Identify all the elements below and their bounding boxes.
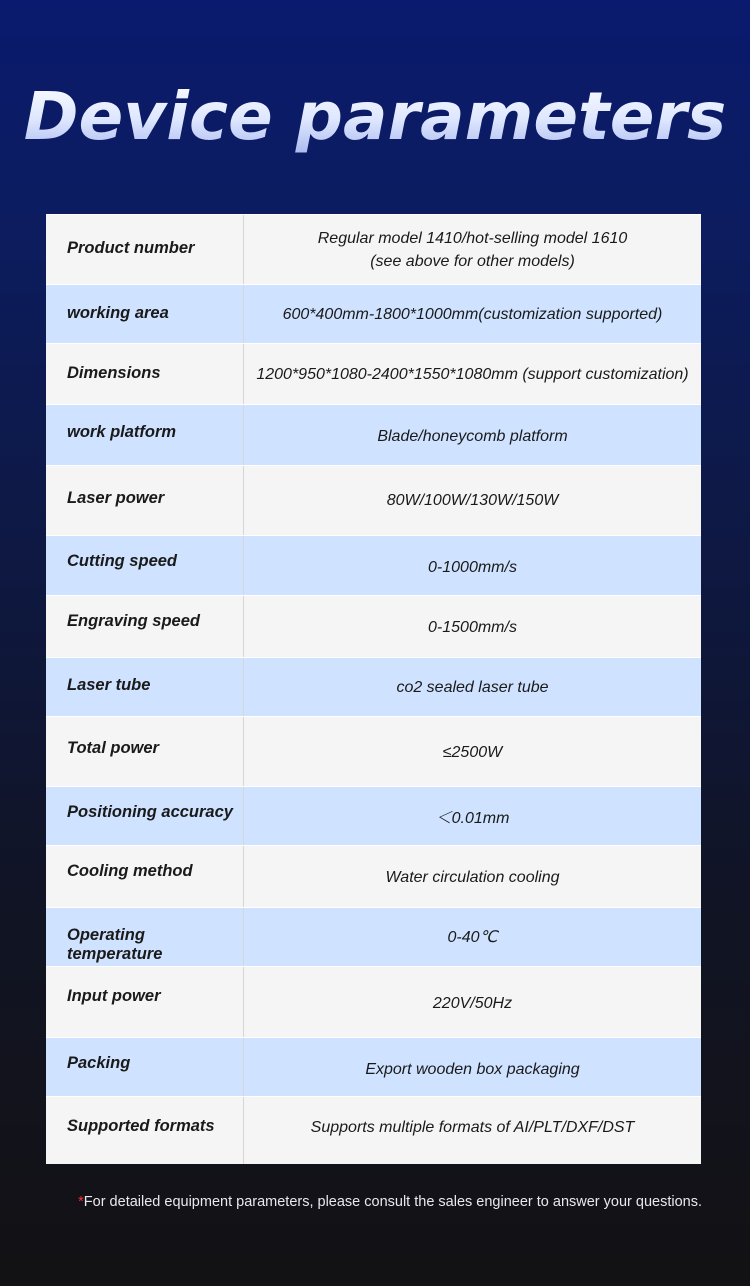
row-label: Operating temperature [46, 908, 244, 966]
table-row [46, 907, 701, 966]
table-row [46, 966, 701, 1037]
row-value: 0-40℃ [447, 928, 498, 946]
row-value: 80W/100W/130W/150W [386, 492, 559, 509]
row-value: 220V/50Hz [432, 994, 513, 1012]
parameters-table [46, 214, 701, 1164]
table-row [46, 535, 701, 595]
table-row [46, 786, 701, 845]
table-row [46, 1096, 701, 1164]
table-row [46, 404, 701, 465]
table-row [46, 595, 701, 657]
footnote [78, 1194, 702, 1210]
footnote-star: * [78, 1194, 84, 1210]
table-row [46, 1037, 701, 1096]
table-row [46, 845, 701, 907]
row-label: Laser tube [46, 658, 244, 716]
row-label: working area [46, 285, 244, 343]
footnote-text: For detailed equipment parameters, please consult the sales engineer to answer your questions. [83, 1194, 702, 1210]
row-value: Blade/honeycomb platform [377, 427, 568, 445]
row-value: 0-1000mm/s [428, 559, 517, 576]
row-label: Packing [46, 1038, 244, 1096]
row-label: Engraving speed [46, 596, 244, 657]
row-label: Cooling method [46, 846, 244, 907]
row-value: 600*400mm-1800*1000mm(customization supported) [282, 305, 663, 323]
row-value: Supports multiple formats of AI/PLT/DXF/DST [310, 1119, 635, 1136]
row-label: Product number [46, 215, 244, 284]
row-value: ≤2500W [442, 744, 503, 761]
row-value: Export wooden box packaging [365, 1060, 580, 1078]
row-label: Input power [46, 967, 244, 1037]
table-row [46, 465, 701, 535]
row-label: work platform [46, 405, 244, 465]
table-row [46, 343, 701, 404]
row-value: Regular model 1410/hot-selling model 1610 (see above for other models) [317, 229, 628, 270]
row-value: co2 sealed laser tube [396, 678, 549, 696]
table-row [46, 284, 701, 343]
row-value: 0-1500mm/s [428, 619, 517, 636]
row-value: ＜0.01mm [435, 809, 510, 827]
row-label: Dimensions [46, 344, 244, 404]
row-label: Laser power [46, 466, 244, 535]
page-title: Device parameters [0, 78, 750, 155]
table-row [46, 214, 701, 284]
row-label: Positioning accuracy [46, 787, 244, 845]
table-row [46, 657, 701, 716]
row-label: Cutting speed [46, 536, 244, 595]
row-value: 1200*950*1080-2400*1550*1080mm (support customization) [256, 365, 689, 383]
row-label: Supported formats [46, 1097, 244, 1164]
row-value: Water circulation cooling [385, 869, 560, 886]
table-row [46, 716, 701, 786]
row-label: Total power [46, 717, 244, 786]
